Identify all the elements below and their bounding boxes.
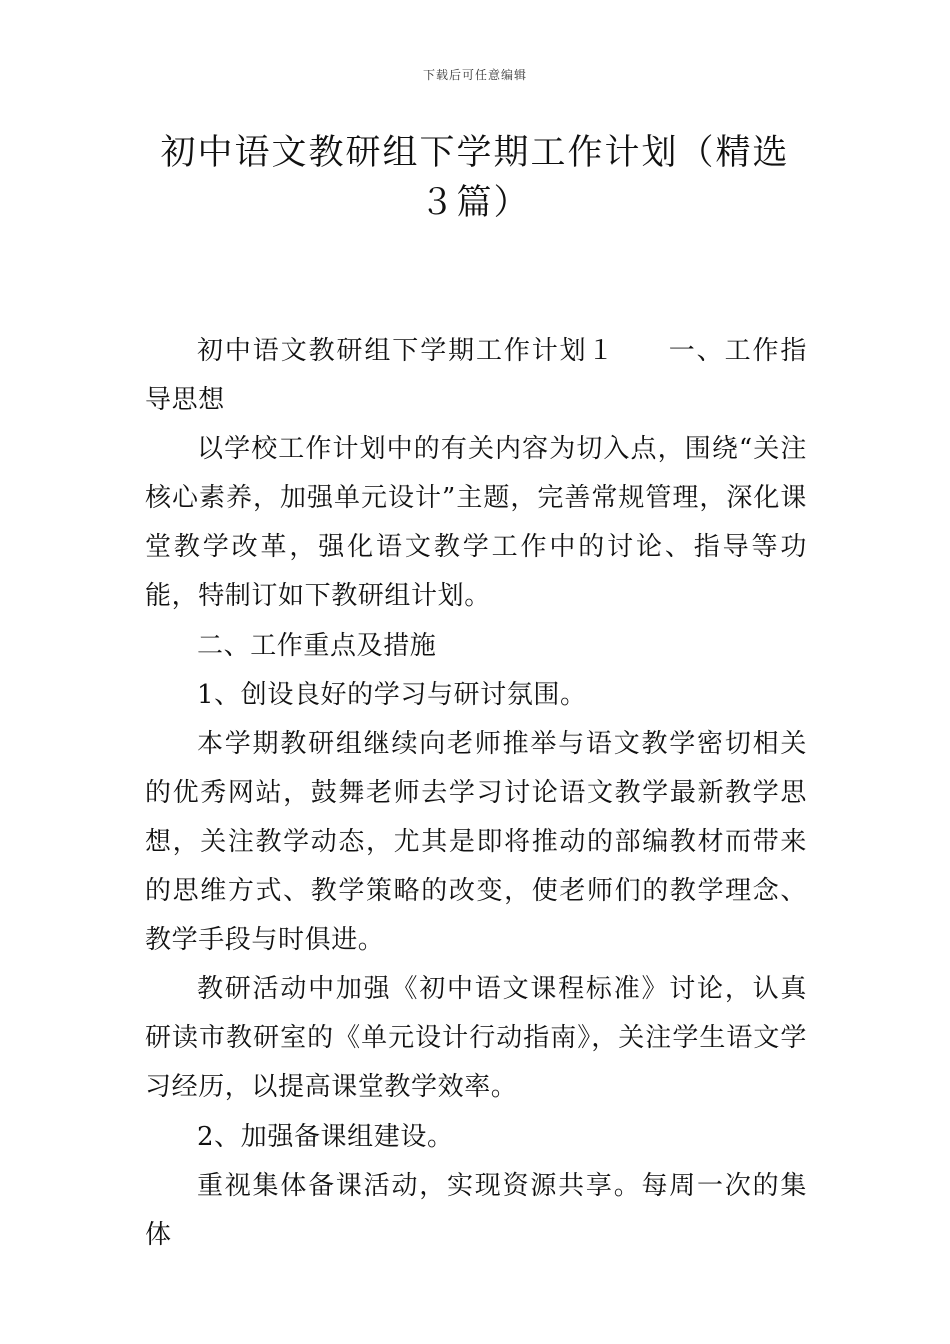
paragraph-plan-heading: [145, 327, 807, 425]
section-heading-key-measures: 二、工作重点及措施: [197, 630, 437, 661]
document-title: 初中语文教研组下学期工作计划（精选３篇）: [160, 133, 790, 223]
subheading-atmosphere: 1、创设良好的学习与研讨氛围。: [197, 679, 587, 710]
document-body: [145, 327, 807, 1260]
paragraph-collective-prep: 重视集体备课活动，实现资源共享。每周一次的集体: [145, 1170, 807, 1250]
paragraph-intro: 以学校工作计划中的有关内容为切入点，围绕“关注核心素养，加强单元设计”主题，完善常规管理，深化课堂教学改革，强化语文教学工作中的讨论、指导等功能，特制订如下教研组计划。: [145, 434, 807, 612]
paragraph-curriculum-standards: 教研活动中加强《初中语文课程标准》讨论，认真研读市教研室的《单元设计行动指南》，关注学生语文学习经历，以提高课堂教学效率。: [145, 974, 807, 1103]
section-heading-guiding-ideology: 一、工作指导思想: [145, 336, 807, 416]
plan-subtitle: 初中语文教研组下学期工作计划１: [197, 336, 616, 366]
subheading-lesson-group: 2、加强备课组建设。: [197, 1121, 454, 1152]
header-note: 下载后可任意编辑: [422, 68, 527, 82]
paragraph-websites: 本学期教研组继续向老师推举与语文教学密切相关的优秀网站，鼓舞老师去学习讨论语文教学最新教学思想，关注教学动态，尤其是即将推动的部编教材而带来的思维方式、教学策略的改变，使老师们的教学理念、教学手段与时俱进。: [145, 728, 807, 956]
